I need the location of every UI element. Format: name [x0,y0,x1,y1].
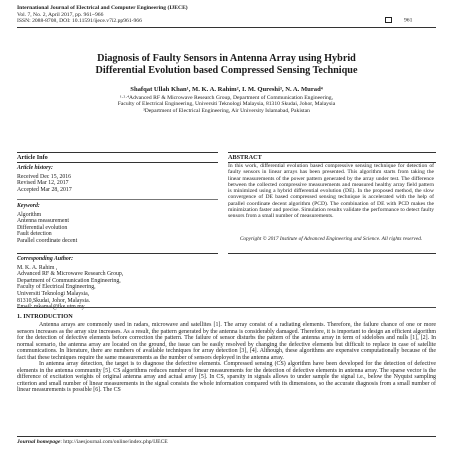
corresponding-line: Advanced RF & Microwave Research Group, [17,271,124,278]
intro-paragraph-1: Antenna arrays are commonly used in radars, microwave and satellites [1]. The array consist of a radiating elements. Therefore, the failure chance of one or more sensors increases as the array size increases. As a result, the pattern generated by the antenna is considerably damaged. Therefore, it is important to design an efficient algorithm for the detection of defective elements before correction the pattern. The failure of sensor disturbs the pattern of the antenna array in term of sidelobes and nulls [1], [2]. In normal scenario, the antenna array are located on the ground, the issue can be easily resolved by changing the defective elements but difficult to replace in case of satellite communications. In literature, there are numbers of available techniques for array detection [3], [4]. Although, these algorithms are expensive computationally because of the fact that these techniques require the same measurements as the number of sensors deployed in the antenna array. [17,322,436,361]
issn-line: ISSN: 2088-8708, DOI: 10.11591/ijece.v7i2.pp961-966 [17,18,142,25]
revised-date: Revised Mar 12, 2017 [17,180,69,187]
journal-homepage [17,439,168,445]
intro-paragraph-2: In antenna array detection, the target is to diagnose the defective elements. Compressed sensing (CS) algorithm have been developed for the detection of defective elements in the antenna community [5]. CS algorithms reduces number of linear measurements for the detection of defective elements in antenna array. The sparse vector is the difference of excitation weights of original antenna array and actual array [5]. In CS, sparsity in signals allows to under sample the signal i.e., below the Nyquist sampling criterion and small number of linear measurements in the signal consists the whole information compared with its dimensions, so the accurate diagnosis from a small number of linear measurements is possible [6]. The CS [17,361,436,394]
header-divider [17,27,436,28]
corresponding-email: Email: mkamal@fke.utm.my [17,304,85,311]
affiliations [20,95,433,114]
introduction-heading: 1. INTRODUCTION [17,313,73,320]
corresponding-line: Faculty of Electrical Engineering, [17,284,96,291]
accepted-date: Accepted Mar 28, 2017 [17,186,72,193]
title-line-2: Differential Evolution based Compressed Sensing Technique [95,65,358,76]
volume-line: Vol. 7, No. 2, April 2017, pp. 961~966 [17,11,104,18]
introduction-body [17,322,436,394]
abstract-heading: ABSTRACT [228,154,262,161]
corresponding-line: M. K. A. Rahim , [17,264,58,271]
title-line-1: Diagnosis of Faulty Sensors in Antenna Array using Hybrid [97,53,356,64]
keyword-label: Keyword: [17,203,40,209]
keyword-item: Algorithm [17,211,42,218]
affiliation-2: Faculty of Electrical Engineering, Universiti Teknologi Malaysia, 81310 Skudai, Johor, Malaysia [117,101,336,108]
corresponding-line: Universiti Teknologi Malaysia, [17,290,90,297]
abstract-top-rule [228,152,436,153]
affiliation-3: ³Department of Electrical Engineering, Air University Islamabad, Pakistan [143,107,310,114]
page-number-box [385,17,412,23]
author-list: Shafqat Ullah Khan¹, M. K. A. Rahim², I. M. Qureshi³, N. A. Murad⁴ [130,86,323,93]
copyright-notice: Copyright © 2017 Institute of Advanced Engineering and Science. All rights reserved. [239,236,423,242]
article-info-top-rule [17,152,218,153]
corresponding-line: 81310,Skudai, Johor, Malaysia. [17,297,91,304]
article-history [17,165,212,193]
homepage-label: Journal homepage [17,439,61,445]
history-label: Article history: [17,165,53,171]
info-bottom-rule [17,253,218,254]
journal-header [17,5,437,25]
page-number: 961 [404,17,413,24]
corresponding-line: Department of Communication Engineering, [17,277,121,284]
keyword-item: Fault detection [17,231,52,238]
keywords-block [17,203,212,245]
square-icon [385,17,392,23]
history-divider [17,199,218,200]
corresponding-heading: Corresponding Author: [17,256,74,262]
homepage-url[interactable]: : http://iaesjournal.com/online/index.php/IJECE [60,439,168,445]
corresponding-bottom-rule [17,307,436,308]
keyword-item: Antenna measurement [17,218,69,225]
journal-name: International Journal of Electrical and Computer Engineering (IJECE) [17,5,188,11]
affiliation-1: ¹·²·⁴Advanced RF & Microwave Research Group, Department of Communication Engineering, [120,95,333,101]
corresponding-author [17,256,217,311]
footer-rule [17,436,436,437]
paper-title [20,53,433,77]
keyword-item: Parallel coordinate decent [17,237,78,244]
article-info-sub-rule [17,162,218,163]
abstract-bottom-rule [228,253,436,254]
received-date: Received Dec 15, 2016 [17,173,72,180]
article-info-heading: Article Info [17,154,48,161]
keyword-item: Differential evolution [17,224,68,231]
abstract-text: In this work, differential evolution based compressive sensing technique for detection of faulty sensors in linear arrays has been presented. This algorithm starts from taking the linear measurements of the power pattern generated by the array under test. The difference between the collected compressive measurements and measured healthy array field pattern is minimized using a hybrid differential evolution (DE). In the proposed method, the slow convergence of DE based compressed sensing technique is accelerated with the help of parallel coordinate decent algorithm (PCD). The combination of DE with PCD makes the minimization faster and precise. Simulation results validate the performance to detect faulty sensors from a small number of measurements. [228,163,434,220]
